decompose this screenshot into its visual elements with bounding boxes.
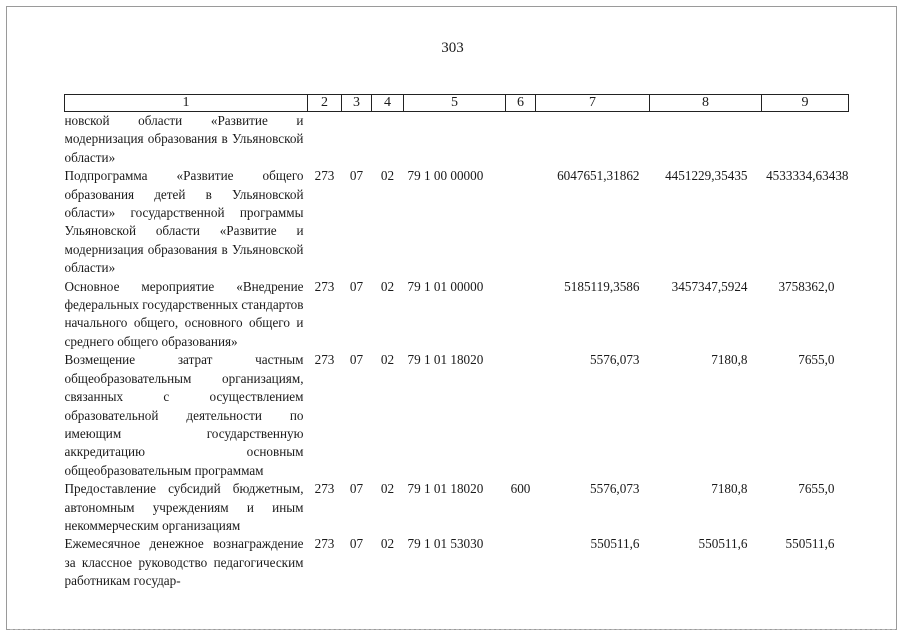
expense-type-code [506, 278, 536, 352]
table-row [65, 535, 849, 590]
expense-type-code [506, 167, 536, 277]
amount-year2: 3457347,5924 [671, 278, 748, 294]
amount-year1: 5185119,3586 [564, 278, 640, 294]
row-name: Предоставление субсидий бюджетным, автономным учреждениям и иным некоммерческим организациям [64, 481, 304, 533]
column-header: 9 [762, 95, 849, 112]
expense-type-code [506, 535, 536, 590]
target-article-code: 79 1 01 18020 [407, 352, 484, 368]
section-code: 07 [349, 168, 364, 184]
column-header: 1 [65, 95, 308, 112]
amount-year1: 6047651,31862 [557, 168, 640, 184]
column-header: 8 [650, 95, 762, 112]
admin-code: 273 [314, 536, 335, 552]
target-article-code: 79 1 00 00000 [407, 168, 484, 184]
amount-year2: 7180,8 [711, 481, 748, 497]
amount-year3 [762, 112, 849, 168]
amount-year1: 550511,6 [590, 536, 640, 552]
table-row [65, 278, 849, 352]
section-code: 07 [349, 481, 364, 497]
expense-type-code [506, 112, 536, 168]
subsection-code: 02 [380, 168, 395, 184]
row-name: новской области «Развитие и модернизация образования в Ульяновской области» [64, 113, 304, 165]
budget-table [64, 94, 849, 591]
column-header: 4 [372, 95, 404, 112]
subsection-code: 02 [380, 536, 395, 552]
section-code: 07 [349, 352, 364, 368]
amount-year3: 7655,0 [798, 352, 835, 368]
amount-year2: 550511,6 [698, 536, 748, 552]
target-article-code [404, 112, 506, 168]
target-article-code: 79 1 01 00000 [407, 278, 484, 294]
amount-year2: 4451229,35435 [665, 168, 748, 184]
bottom-edge-divider [10, 629, 895, 632]
table-row [65, 480, 849, 535]
admin-code: 273 [314, 352, 335, 368]
subsection-code [372, 112, 404, 168]
admin-code: 273 [314, 168, 335, 184]
amount-year2 [650, 112, 762, 168]
column-header: 7 [536, 95, 650, 112]
subsection-code: 02 [380, 278, 395, 294]
amount-year1 [536, 112, 650, 168]
amount-year3: 7655,0 [798, 481, 835, 497]
amount-year1: 5576,073 [590, 352, 640, 368]
expense-type-code: 600 [510, 481, 531, 497]
column-header: 5 [404, 95, 506, 112]
subsection-code: 02 [380, 352, 395, 368]
admin-code: 273 [314, 481, 335, 497]
amount-year3: 550511,6 [785, 536, 835, 552]
target-article-code: 79 1 01 18020 [407, 481, 484, 497]
admin-code: 273 [314, 278, 335, 294]
column-header: 3 [342, 95, 372, 112]
row-name: Подпрограмма «Развитие общего образования детей в Ульяновской области» государственной программы Ульяновской области «Развитие и модернизация образования в Ульяновской области» [64, 168, 304, 276]
section-code: 07 [349, 278, 364, 294]
amount-year1: 5576,073 [590, 481, 640, 497]
amount-year2: 7180,8 [711, 352, 748, 368]
table-header-row [65, 95, 849, 112]
subsection-code: 02 [380, 481, 395, 497]
column-header: 2 [308, 95, 342, 112]
section-code [342, 112, 372, 168]
amount-year3: 3758362,0 [778, 278, 835, 294]
admin-code [308, 112, 342, 168]
target-article-code: 79 1 01 53030 [407, 536, 484, 552]
column-header: 6 [506, 95, 536, 112]
table-row [65, 167, 849, 277]
table-row [65, 351, 849, 480]
row-name: Возмещение затрат частным общеобразовательным организациям, связанных с осуществлением образовательной деятельности по имеющим государственную аккредитацию основным общеобразовательным программам [64, 352, 304, 478]
row-name: Ежемесячное денежное вознаграждение за классное руководство педагогическим работникам государ- [64, 536, 304, 589]
amount-year3: 4533334,63438 [766, 168, 849, 184]
expense-type-code [506, 351, 536, 480]
section-code: 07 [349, 536, 364, 552]
page-number: 303 [441, 40, 464, 56]
table-row [65, 112, 849, 168]
row-name: Основное мероприятие «Внедрение федеральных государственных стандартов начального общего, основного общего и среднего общего образования» [64, 278, 304, 349]
